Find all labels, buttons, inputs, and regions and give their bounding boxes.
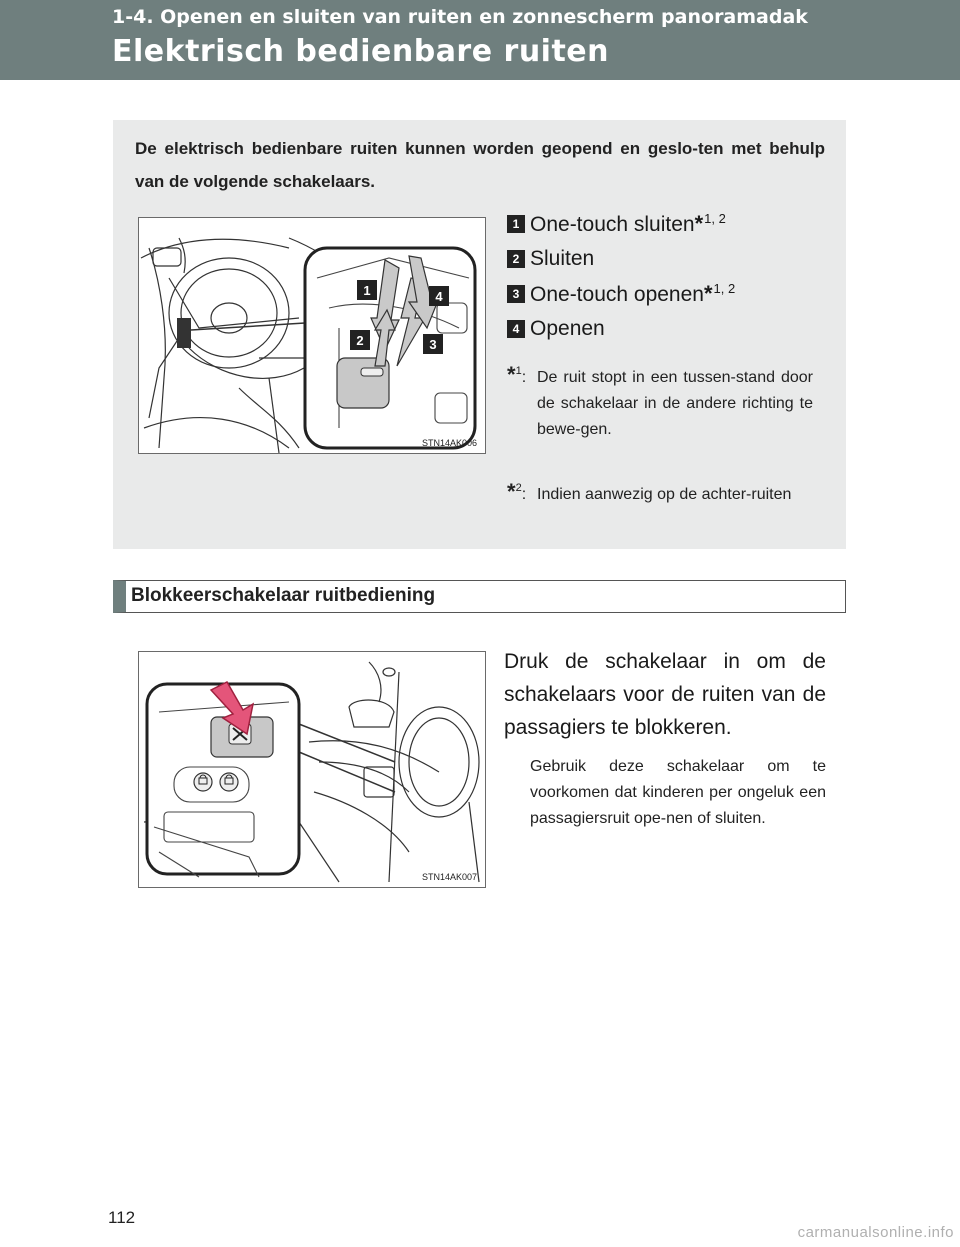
window-switch-illustration [138,217,486,454]
page-number: 112 [108,1208,136,1227]
asterisk-icon: * [694,210,704,236]
legend-label: One-touch sluiten [530,212,695,236]
callout-3: 3 [429,337,437,352]
asterisk-icon: * [703,280,713,306]
legend-item [507,241,827,276]
legend-item [507,206,827,241]
footnote-ref: 1, 2 [704,210,726,226]
footnote-mark: 1 [515,365,522,377]
explanation-paragraph: Gebruik deze schakelaar om te voorkomen dat kinderen per ongeluk een passagiersruit ope-nen of sluiten. [530,758,826,827]
footnote-text: De ruit stopt in een tussen-stand door de schakelaar in de andere richting te bewe-gen. [537,369,813,438]
instruction-paragraph: Druk de schakelaar in om de schakelaars voor de ruiten van de passagiers te blokkeren. [504,650,826,739]
lock-switch-illustration [138,651,486,888]
legend-list [507,206,827,346]
footnote-text: Indien aanwezig op de achter-ruiten [537,486,792,503]
legend-label: One-touch openen [530,282,704,306]
callout-2: 2 [356,333,364,348]
subsection-heading [113,580,846,613]
number-badge: 1 [507,215,525,233]
watermark: carmanualsonline.info [797,1224,954,1241]
footnote-2: *$^2$: Indien aanwezig op de achter-ruiten [507,475,813,508]
legend-label: Openen [530,316,605,340]
callout-1: 1 [363,283,371,298]
page-title: Elektrisch bedienbare ruiten [112,34,610,69]
chapter-header [0,0,960,80]
dashboard-drawing [139,218,485,453]
figure-code: STN14AK007 [421,872,477,882]
callout-4: 4 [435,289,443,304]
door-panel-drawing [139,652,485,887]
intro-text: De elektrisch bedienbare ruiten kunnen worden geopend en geslo-ten met behulp van de volgende schakelaars. [135,139,825,191]
number-badge: 4 [507,320,525,338]
subsection-title: Blokkeerschakelaar ruitbediening [131,585,436,606]
legend-label: Sluiten [530,246,595,270]
figure-code: STN14AK006 [421,438,477,448]
asterisk-icon: *$^1$ [507,362,522,387]
footnote-1: *$^1$: De ruit stopt in een tussen-stand door de schakelaar in de andere richting te bewe-gen. [507,358,813,443]
number-badge: 3 [507,285,525,303]
section-title: 1-4. Openen en sluiten van ruiten en zonnescherm panoramadak [112,6,808,28]
number-badge: 2 [507,250,525,268]
legend-item [507,276,827,311]
footnote-mark: 2 [515,482,522,494]
asterisk-icon: *$^2$ [507,479,522,504]
legend-item [507,311,827,346]
footnote-ref: 1, 2 [713,280,736,296]
